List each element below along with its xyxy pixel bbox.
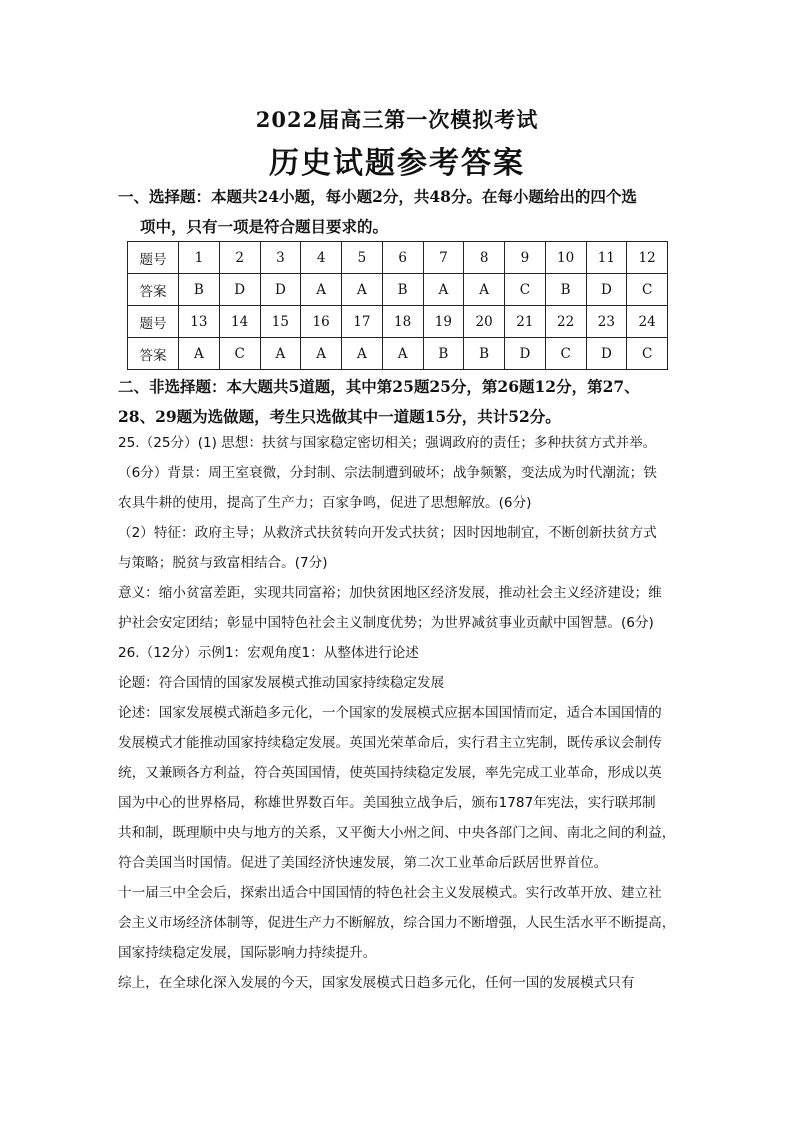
row-label: 答案 — [128, 274, 179, 306]
table-cell: A — [342, 274, 383, 306]
table-row — [128, 338, 668, 370]
table-cell: 22 — [545, 306, 586, 338]
table-cell: 20 — [464, 306, 505, 338]
table-cell: 18 — [382, 306, 423, 338]
text-line: 国为中心的世界格局，称雄世界数百年。美国独立战争后，颁布1787年宪法，实行联邦制 — [118, 795, 656, 811]
table-cell: 23 — [586, 306, 627, 338]
table-cell: 15 — [260, 306, 301, 338]
table-cell: 12 — [627, 242, 668, 274]
text-line: 与策略；脱贫与致富相结合。(7分) — [118, 555, 328, 571]
table-cell: D — [586, 274, 627, 306]
table-cell: 10 — [545, 242, 586, 274]
table-cell: A — [179, 338, 220, 370]
table-cell: 2 — [219, 242, 260, 274]
text-line: （2）特征：政府主导；从救济式扶贫转向开发式扶贫；因时因地制宜，不断创新扶贫方式 — [118, 525, 657, 541]
text-line: 意义：缩小贫富差距，实现共同富裕；加快贫困地区经济发展，推动社会主义经济建设；维 — [118, 585, 662, 601]
section-2-heading — [118, 372, 688, 432]
section-1-line-1: 一、选择题：本题共24小题，每小题2分，共48分。在每小题给出的四个选 — [118, 187, 637, 206]
table-cell: A — [301, 338, 342, 370]
row-label: 题号 — [128, 242, 179, 274]
table-cell: A — [342, 338, 383, 370]
table-cell: A — [260, 338, 301, 370]
table-cell: B — [179, 274, 220, 306]
table-cell: 9 — [505, 242, 546, 274]
table-cell: 4 — [301, 242, 342, 274]
text-line: 国家持续稳定发展，国际影响力持续提升。 — [118, 945, 377, 961]
text-line: 论题：符合国情的国家发展模式推动国家持续稳定发展 — [118, 675, 445, 691]
row-label: 答案 — [128, 338, 179, 370]
table-cell: 1 — [179, 242, 220, 274]
table-cell: 17 — [342, 306, 383, 338]
answer-body — [118, 428, 680, 998]
text-line: 符合美国当时国情。促进了美国经济快速发展，第二次工业革命后跃居世界首位。 — [118, 855, 608, 871]
section-2-line-1: 二、非选择题：本大题共5道题，其中第25题25分，第26题12分，第27、 — [118, 377, 640, 396]
table-cell: 19 — [423, 306, 464, 338]
table-cell: 16 — [301, 306, 342, 338]
table-cell: 24 — [627, 306, 668, 338]
table-cell: C — [219, 338, 260, 370]
table-cell: A — [382, 338, 423, 370]
text-line: 农具牛耕的使用，提高了生产力；百家争鸣，促进了思想解放。(6分) — [118, 495, 532, 511]
section-2-line-2: 28、29题为选做题，考生只选做其中一道题15分，共计52分。 — [118, 407, 561, 426]
section-1-line-2: 项中，只有一项是符合题目要求的。 — [140, 217, 389, 236]
table-cell: 11 — [586, 242, 627, 274]
text-line: 综上，在全球化深入发展的今天，国家发展模式日趋多元化，任何一国的发展模式只有 — [118, 975, 635, 991]
table-cell: B — [382, 274, 423, 306]
text-line: 论述：国家发展模式渐趋多元化，一个国家的发展模式应据本国国情而定，适合本国国情的 — [118, 705, 662, 721]
table-cell: 14 — [219, 306, 260, 338]
table-cell: 5 — [342, 242, 383, 274]
table-cell: 7 — [423, 242, 464, 274]
text-line: 统，又兼顾各方利益，符合英国国情，使英国持续稳定发展，率先完成工业革命，形成以英 — [118, 765, 662, 781]
table-cell: D — [219, 274, 260, 306]
table-cell: B — [423, 338, 464, 370]
table-cell: B — [464, 338, 505, 370]
table-cell: A — [464, 274, 505, 306]
table-row — [128, 242, 668, 274]
table-cell: 8 — [464, 242, 505, 274]
table-cell: D — [260, 274, 301, 306]
answer-table — [127, 241, 668, 370]
text-line: 护社会安定团结；彰显中国特色社会主义制度优势；为世界减贫事业贡献中国智慧。(6分) — [118, 615, 654, 631]
table-row — [128, 306, 668, 338]
section-1-heading — [118, 182, 688, 242]
table-cell: 13 — [179, 306, 220, 338]
table-cell: B — [545, 274, 586, 306]
exam-title: 2022届高三第一次模拟考试 — [255, 107, 539, 132]
table-cell: 6 — [382, 242, 423, 274]
table-cell: C — [545, 338, 586, 370]
text-line: 十一届三中全会后，探索出适合中国国情的特色社会主义发展模式。实行改革开放、建立社 — [118, 885, 662, 901]
text-line: 25.（25分）(1) 思想：扶贫与国家稳定密切相关；强调政府的责任；多种扶贫方式并举。 — [118, 435, 657, 451]
text-line: （6分）背景：周王室衰微，分封制、宗法制遭到破坏；战争频繁，变法成为时代潮流；铁 — [118, 465, 657, 481]
text-line: 会主义市场经济体制等，促进生产力不断解放，综合国力不断增强，人民生活水平不断提高， — [118, 915, 676, 931]
table-cell: C — [505, 274, 546, 306]
table-cell: D — [505, 338, 546, 370]
table-cell: 3 — [260, 242, 301, 274]
text-line: 共和制，既理顺中央与地方的关系，又平衡大小州之间、中央各部门之间、南北之间的利益， — [118, 825, 676, 841]
table-cell: D — [586, 338, 627, 370]
table-cell: C — [627, 338, 668, 370]
answer-title: 历史试题参考答案 — [269, 146, 525, 181]
table-cell: C — [627, 274, 668, 306]
table-cell: A — [301, 274, 342, 306]
text-line: 发展模式才能推动国家持续稳定发展。英国光荣革命后，实行君主立宪制，既传承议会制传 — [118, 735, 662, 751]
table-cell: A — [423, 274, 464, 306]
text-line: 26.（12分）示例1：宏观角度1：从整体进行论述 — [118, 645, 419, 661]
table-row — [128, 274, 668, 306]
table-cell: 21 — [505, 306, 546, 338]
row-label: 题号 — [128, 306, 179, 338]
